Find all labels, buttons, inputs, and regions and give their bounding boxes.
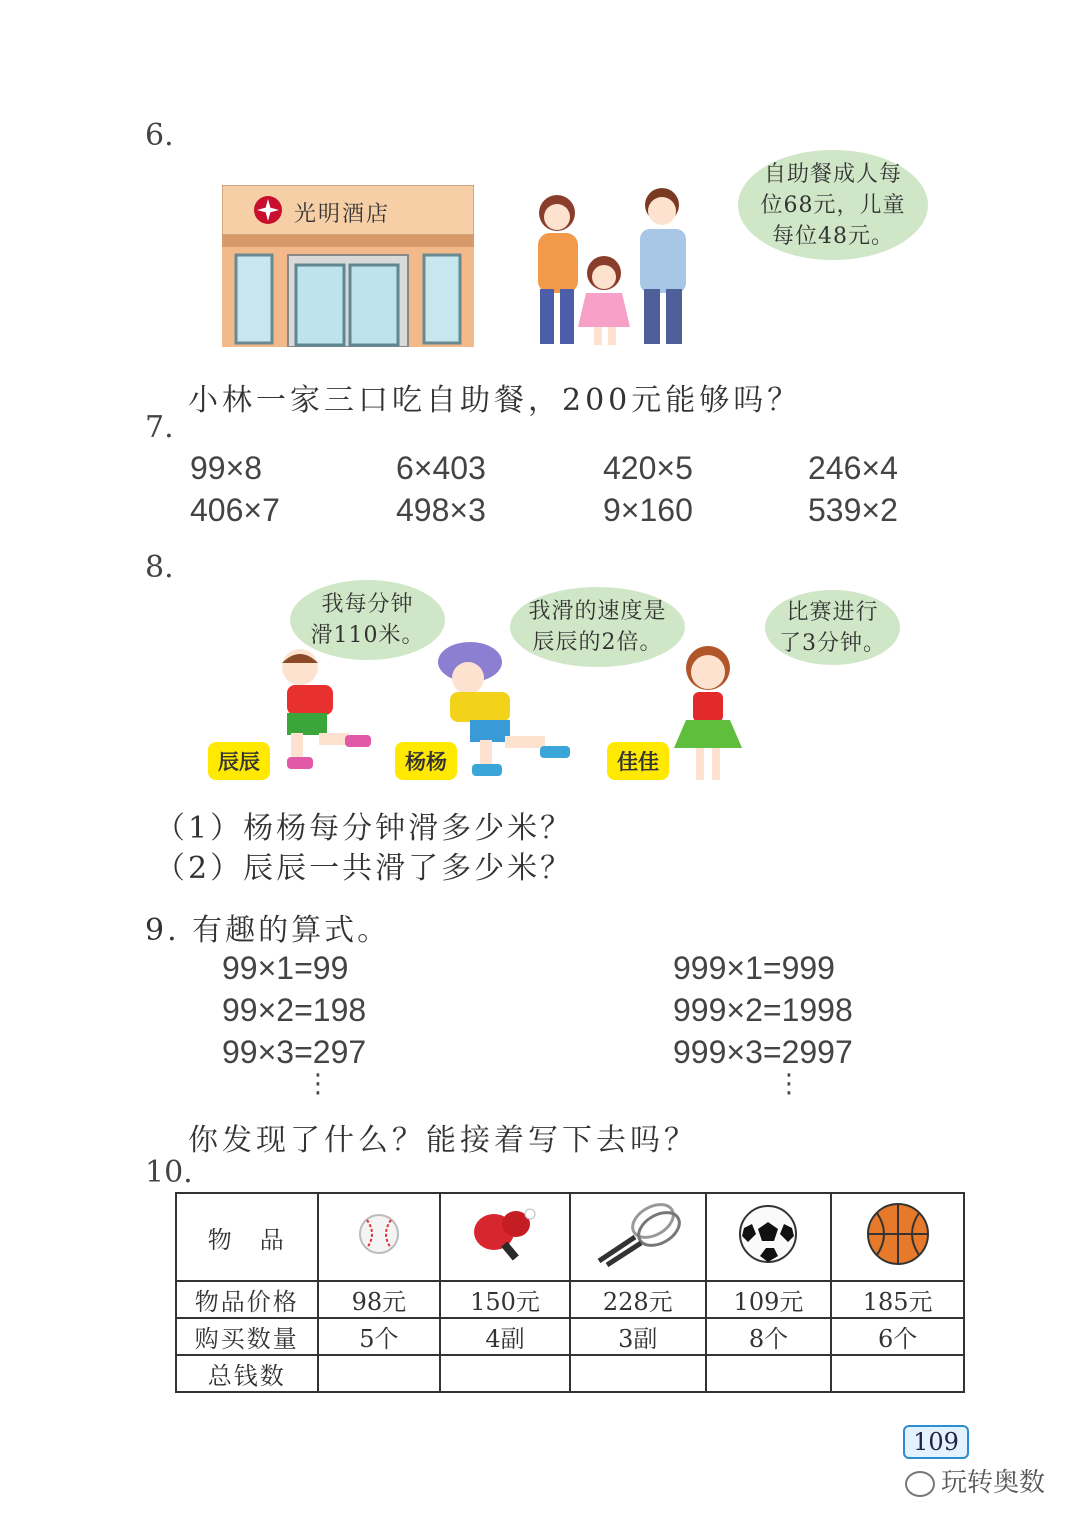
- watermark-text: 玩转奥数: [941, 1468, 1046, 1498]
- pingpong-paddle-icon: [470, 1206, 540, 1262]
- name-tag-jiajia: 佳佳: [607, 742, 669, 780]
- quantity-cell: 5个: [318, 1318, 441, 1355]
- jiajia-girl-illustration: [660, 640, 755, 790]
- table-row: [176, 1281, 964, 1318]
- q9-right-eq: 999×2=1998: [673, 992, 853, 1028]
- speech-line: 比赛进行: [786, 599, 879, 625]
- speech-line: 我每分钟: [321, 592, 414, 617]
- price-cell: 150元: [440, 1281, 570, 1318]
- table-row: [176, 1193, 964, 1281]
- item-cell: [706, 1193, 832, 1281]
- page-number: 109: [903, 1425, 969, 1459]
- q9-left-eq: 99×2=198: [222, 992, 367, 1028]
- q7-expr: 498×3: [396, 492, 486, 528]
- hotel-sign-text: 光明酒店: [294, 202, 391, 227]
- soccer-ball-icon: [736, 1202, 800, 1266]
- speech-line: 了3分钟。: [779, 630, 886, 656]
- q7-expr: 406×7: [190, 492, 280, 528]
- q9-left-eq: 99×3=297: [222, 1034, 367, 1070]
- chenchen-skater-illustration: [265, 645, 385, 775]
- question-9-heading: 9. 有趣的算式。: [145, 913, 391, 948]
- q7-expr: 99×8: [190, 450, 263, 486]
- name-tag-yangyang: 杨杨: [395, 742, 457, 780]
- watermark: [905, 1462, 1045, 1499]
- speech-line: 辰辰的2倍。: [532, 630, 663, 655]
- baseball-icon: [357, 1212, 401, 1256]
- hotel-illustration: [222, 185, 474, 347]
- quantity-cell: 3副: [570, 1318, 706, 1355]
- father-speech-bubble: [738, 150, 928, 260]
- row-label-total: 总钱数: [176, 1355, 318, 1392]
- table-row: [176, 1318, 964, 1355]
- question-6-text: 小林一家三口吃自助餐，200元能够吗？: [188, 383, 802, 418]
- speech-line: 自助餐成人每: [763, 161, 902, 187]
- table-row: [176, 1355, 964, 1392]
- price-cell: 185元: [831, 1281, 964, 1318]
- price-cell: 109元: [706, 1281, 832, 1318]
- row-label-quantity: 购买数量: [176, 1318, 318, 1355]
- quantity-cell: 8个: [706, 1318, 832, 1355]
- question-6-number: 6.: [145, 118, 174, 153]
- q9-right-eq: 999×1=999: [673, 950, 835, 986]
- total-cell[interactable]: [318, 1355, 441, 1392]
- q7-expr: 539×2: [808, 492, 898, 528]
- row-label-price: 物品价格: [176, 1281, 318, 1318]
- q7-expr: 246×4: [808, 450, 898, 486]
- question-8-number: 8.: [145, 550, 174, 585]
- total-cell[interactable]: [831, 1355, 964, 1392]
- total-cell[interactable]: [570, 1355, 706, 1392]
- goods-table: [175, 1192, 965, 1393]
- item-cell: [318, 1193, 441, 1281]
- speech-line: 我滑的速度是: [528, 599, 667, 624]
- jiajia-speech-bubble: [765, 590, 900, 665]
- question-9-text: 你发现了什么？能接着写下去吗？: [188, 1123, 698, 1158]
- question-10-number: 10.: [145, 1155, 193, 1190]
- q9-right-eq: 999×3=2997: [673, 1034, 853, 1070]
- speech-line: 每位48元。: [772, 223, 894, 249]
- family-illustration: [512, 185, 727, 355]
- basketball-icon: [865, 1201, 931, 1267]
- q7-expr: 6×403: [396, 450, 486, 486]
- q7-expr: 9×160: [603, 492, 693, 528]
- total-cell[interactable]: [706, 1355, 832, 1392]
- q7-expr: 420×5: [603, 450, 693, 486]
- wechat-icon: [905, 1471, 935, 1497]
- question-7-number: 7.: [145, 410, 174, 445]
- price-cell: 98元: [318, 1281, 441, 1318]
- question-8-sub-1: （1）杨杨每分钟滑多少米？: [155, 811, 574, 846]
- row-label-items: 物 品: [176, 1193, 318, 1281]
- speech-line: 位68元，儿童: [760, 192, 906, 218]
- name-tag-chenchen: 辰辰: [208, 742, 270, 780]
- price-cell: 228元: [570, 1281, 706, 1318]
- item-cell: [570, 1193, 706, 1281]
- speech-line: 滑110米。: [310, 623, 425, 648]
- q9-left-ellipsis: ⋮: [305, 1068, 331, 1098]
- item-cell: [831, 1193, 964, 1281]
- q9-right-ellipsis: ⋮: [776, 1068, 802, 1098]
- item-cell: [440, 1193, 570, 1281]
- total-cell[interactable]: [440, 1355, 570, 1392]
- tennis-racket-icon: [593, 1199, 683, 1269]
- quantity-cell: 6个: [831, 1318, 964, 1355]
- q9-left-eq: 99×1=99: [222, 950, 349, 986]
- question-8-sub-2: （2）辰辰一共滑了多少米？: [155, 851, 574, 886]
- quantity-cell: 4副: [440, 1318, 570, 1355]
